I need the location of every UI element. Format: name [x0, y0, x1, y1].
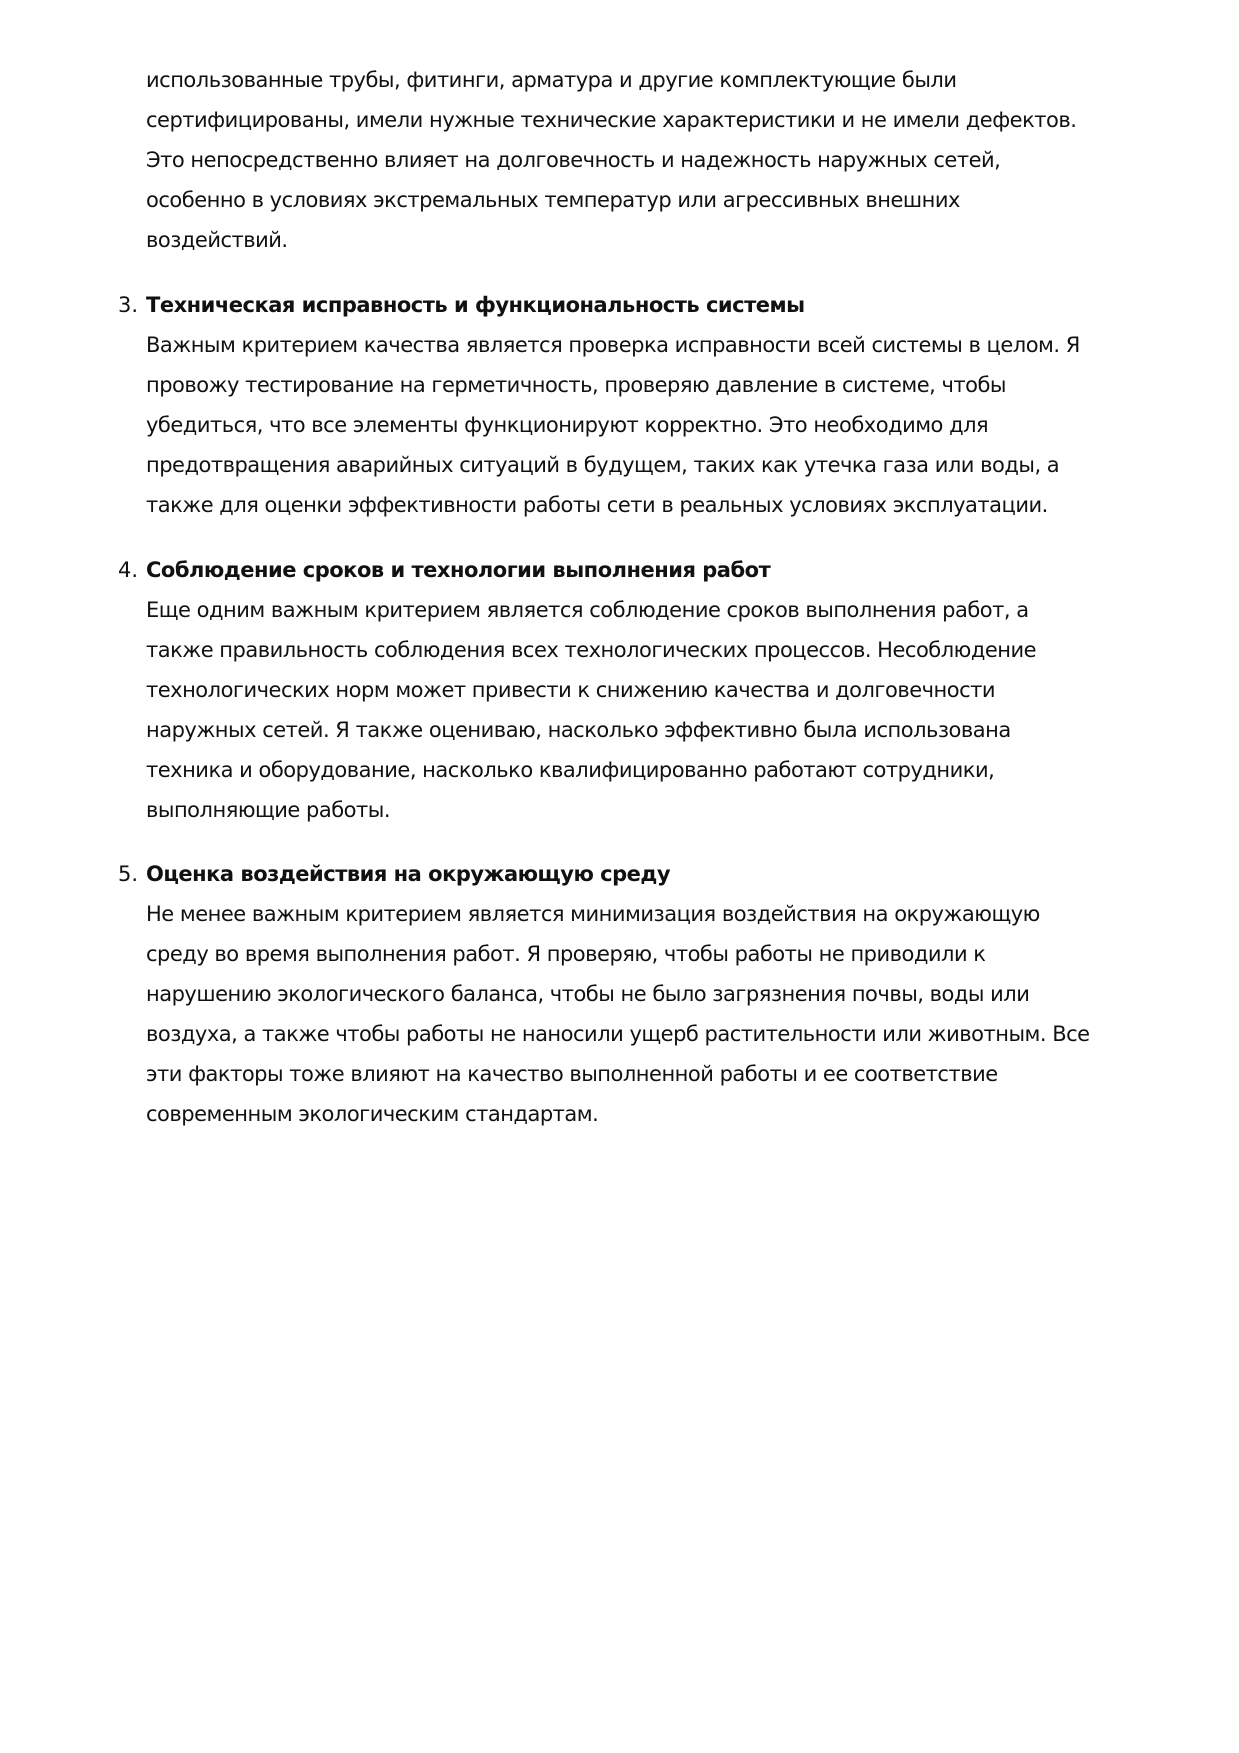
list-item-number: 5. — [118, 862, 139, 886]
text-line: убедиться, что все элементы функционируют корректно. Это необходимо для — [146, 413, 989, 437]
text-line: особенно в условиях экстремальных температур или агрессивных внешних — [146, 188, 960, 212]
text-line: техника и оборудование, насколько квалифицированно работают сотрудники, — [146, 758, 995, 782]
list-item-heading: Оценка воздействия на окружающую среду — [146, 862, 671, 886]
text-line: Это непосредственно влияет на долговечность и надежность наружных сетей, — [146, 148, 1001, 172]
list-item-3 — [118, 285, 1146, 525]
text-line: нарушению экологического баланса, чтобы не было загрязнения почвы, воды или — [146, 982, 1030, 1006]
list-item-number: 4. — [118, 558, 139, 582]
text-line: предотвращения аварийных ситуаций в будущем, таких как утечка газа или воды, а — [146, 453, 1060, 477]
list-item-heading: Соблюдение сроков и технологии выполнения работ — [146, 558, 771, 582]
list-item-body — [146, 590, 1146, 830]
text-line: сертифицированы, имели нужные технические характеристики и не имели дефектов. — [146, 108, 1077, 132]
list-item-number: 3. — [118, 293, 139, 317]
text-line: Еще одним важным критерием является соблюдение сроков выполнения работ, а — [146, 598, 1029, 622]
list-item-body — [146, 325, 1146, 525]
text-line: наружных сетей. Я также оцениваю, насколько эффективно была использована — [146, 718, 1011, 742]
text-line: также для оценки эффективности работы сети в реальных условиях эксплуатации. — [146, 493, 1048, 517]
list-item-4 — [118, 550, 1146, 830]
text-line: эти факторы тоже влияют на качество выполненной работы и ее соответствие — [146, 1062, 998, 1086]
text-line: воздействий. — [146, 228, 288, 252]
continuation-paragraph — [146, 60, 1146, 260]
list-item-heading: Техническая исправность и функциональность системы — [146, 293, 805, 317]
text-line: Важным критерием качества является проверка исправности всей системы в целом. Я — [146, 333, 1080, 357]
text-line: выполняющие работы. — [146, 798, 391, 822]
text-line: современным экологическим стандартам. — [146, 1102, 599, 1126]
text-line: использованные трубы, фитинги, арматура и другие комплектующие были — [146, 68, 957, 92]
text-line: Не менее важным критерием является минимизация воздействия на окружающую — [146, 902, 1040, 926]
list-item-body — [146, 894, 1146, 1134]
list-item-5 — [118, 854, 1146, 1134]
text-line: провожу тестирование на герметичность, проверяю давление в системе, чтобы — [146, 373, 1006, 397]
text-line: среду во время выполнения работ. Я проверяю, чтобы работы не приводили к — [146, 942, 986, 966]
text-line: воздуха, а также чтобы работы не наносили ущерб растительности или животным. Все — [146, 1022, 1090, 1046]
text-line: также правильность соблюдения всех технологических процессов. Несоблюдение — [146, 638, 1037, 662]
text-line: технологических норм может привести к снижению качества и долговечности — [146, 678, 996, 702]
